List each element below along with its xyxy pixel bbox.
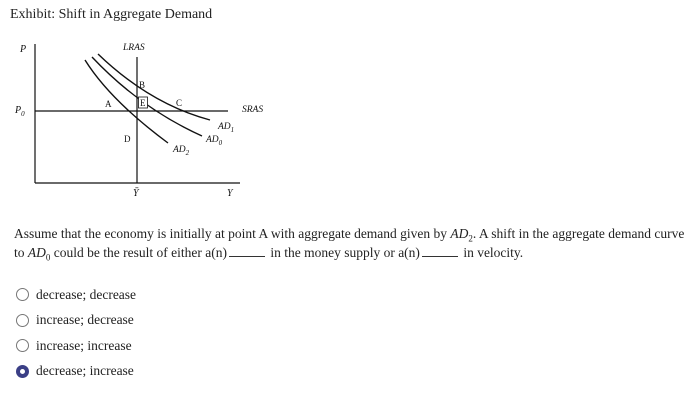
ad0-label: $AD_0$ [206, 135, 223, 147]
option-label: decrease; increase [36, 363, 134, 379]
ad2-curve [85, 60, 168, 143]
ad0-curve [92, 57, 202, 136]
sras-label: SRAS [242, 105, 264, 115]
ad2-label: $AD_2$ [173, 145, 190, 157]
answer-blank-2 [422, 246, 458, 257]
option-decrease-decrease[interactable] [16, 282, 136, 308]
option-label: increase; increase [36, 337, 132, 353]
radio-button[interactable] [16, 288, 29, 301]
point-e-label: E [140, 98, 146, 108]
point-d-label: D [124, 134, 131, 144]
option-label: decrease; decrease [36, 286, 137, 302]
point-b-label: B [139, 80, 146, 90]
potential-output-label: Ȳ [133, 188, 139, 199]
point-c-label: C [176, 98, 183, 108]
y-axis-label: P [20, 44, 27, 55]
radio-button[interactable] [16, 339, 29, 352]
ad1-label: $AD_1$ [218, 122, 235, 134]
answer-blank-1 [229, 246, 265, 257]
radio-button[interactable] [16, 314, 29, 327]
option-decrease-increase[interactable] [16, 359, 136, 385]
answer-options [16, 282, 136, 384]
lras-label: LRAS [123, 43, 145, 53]
option-label: increase; decrease [36, 312, 134, 328]
option-increase-increase[interactable] [16, 333, 136, 359]
exhibit-title: Exhibit: Shift in Aggregate Demand [10, 7, 213, 22]
x-axis-label: Y [227, 188, 233, 199]
price-level-label: $P_0$ [15, 105, 25, 118]
point-a-label: A [105, 99, 112, 109]
radio-button-selected[interactable] [16, 365, 29, 378]
option-increase-decrease[interactable] [16, 308, 136, 334]
question-text: Assume that the economy is initially at point A with aggregate demand given by $AD_2$. A shift in the aggregate demand curve to $AD_0$ could be the result of either a(n) in the money supply or a(n) in velocity. [14, 226, 685, 263]
